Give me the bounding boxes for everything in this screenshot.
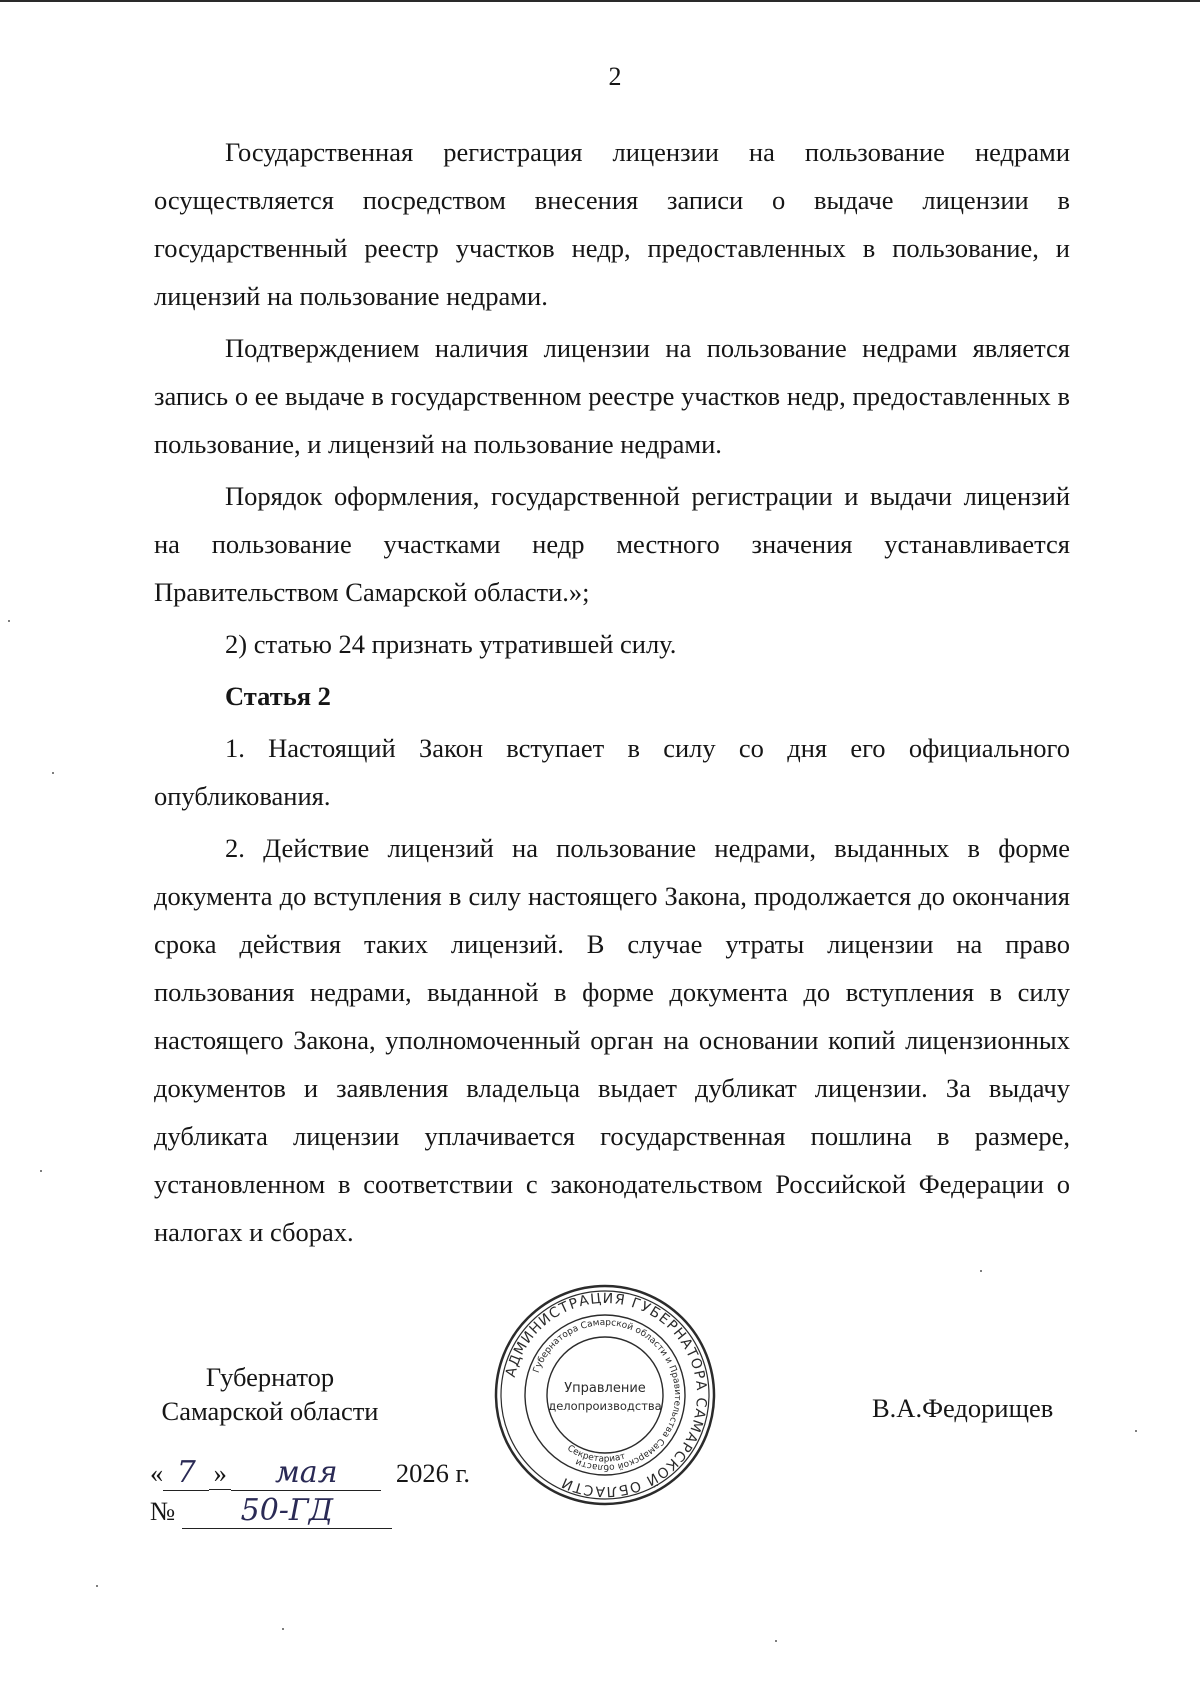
paragraph: Порядок оформления, государственной регистрации и выдачи лицензий на пользование участками недр местного значения устанавливается Правительством Самарской области.»;	[154, 481, 1070, 607]
paragraph: Государственная регистрация лицензии на пользование недрами осуществляется посредством внесения записи о выдаче лицензии в государственный реестр участков недр, предоставленных в пользование, и лицензий на пользование недрами.	[154, 137, 1070, 311]
signatory-title-line: Самарской области	[161, 1396, 379, 1426]
scan-speck	[96, 1585, 98, 1587]
paragraph: 1. Настоящий Закон вступает в силу со дня его официального опубликования.	[154, 733, 1070, 811]
document-number-line	[150, 1493, 392, 1529]
date-day: 7	[163, 1455, 209, 1491]
signatory-name: В.А.Федорищев	[872, 1393, 1054, 1423]
stamp-inner-bottom-text: Секретариат	[565, 1443, 627, 1465]
document-body	[154, 128, 1070, 1256]
scan-speck	[1135, 1430, 1137, 1432]
signatory-title	[150, 1360, 390, 1428]
paragraph: 2. Действие лицензий на пользование недрами, выданных в форме документа до вступления в силу настоящего Закона, продолжается до окончания срока действия таких лицензий. В случае утраты лицензии на право пользования недрами, выданной в форме документа до вступления в силу настоящего Закона, уполномоченный орган на основании копий лицензионных документов и заявления владельца выдает дубликат лицензии. За выдачу дубликата лицензии уплачивается государственная пошлина в размере, установленном в соответствии с законодательством Российской Федерации о налогах и сборах.	[154, 833, 1070, 1247]
official-seal-stamp	[492, 1282, 718, 1508]
page-top-border	[0, 0, 1200, 2]
scan-speck	[52, 772, 54, 774]
stamp-inner-text: Губернатора Самарской области и Правительства Самарской области	[531, 1317, 683, 1473]
page-number: 2	[608, 62, 622, 91]
paragraph: 2) статью 24 признать утратившей силу.	[225, 629, 677, 659]
date-close-quote: »	[209, 1458, 231, 1490]
scan-speck	[775, 1640, 777, 1642]
document-number: 50-ГД	[182, 1493, 392, 1529]
article-heading: Статья 2	[225, 681, 331, 711]
scan-speck	[980, 1270, 982, 1272]
scan-speck	[8, 620, 10, 622]
scan-speck	[282, 1628, 284, 1630]
paragraph: Подтверждением наличия лицензии на пользование недрами является запись о ее выдаче в государственном реестре участков недр, предоставленных в пользование, и лицензий на пользование недрами.	[154, 333, 1070, 459]
stamp-outer-text: АДМИНИСТРАЦИЯ ГУБЕРНАТОРА САМАРСКОЙ ОБЛАСТИ	[502, 1290, 710, 1500]
date-line	[150, 1455, 470, 1491]
stamp-center-line: делопроизводства	[548, 1399, 662, 1413]
stamp-center-line: Управление	[564, 1381, 646, 1396]
date-year: 2026 г.	[395, 1458, 471, 1488]
signatory-title-line: Губернатор	[205, 1362, 335, 1392]
scan-speck	[40, 1170, 42, 1172]
svg-text:Секретариат	[565, 1444, 626, 1465]
number-sign: №	[150, 1496, 176, 1526]
date-month: мая	[231, 1455, 381, 1491]
date-open-quote: «	[150, 1458, 164, 1488]
